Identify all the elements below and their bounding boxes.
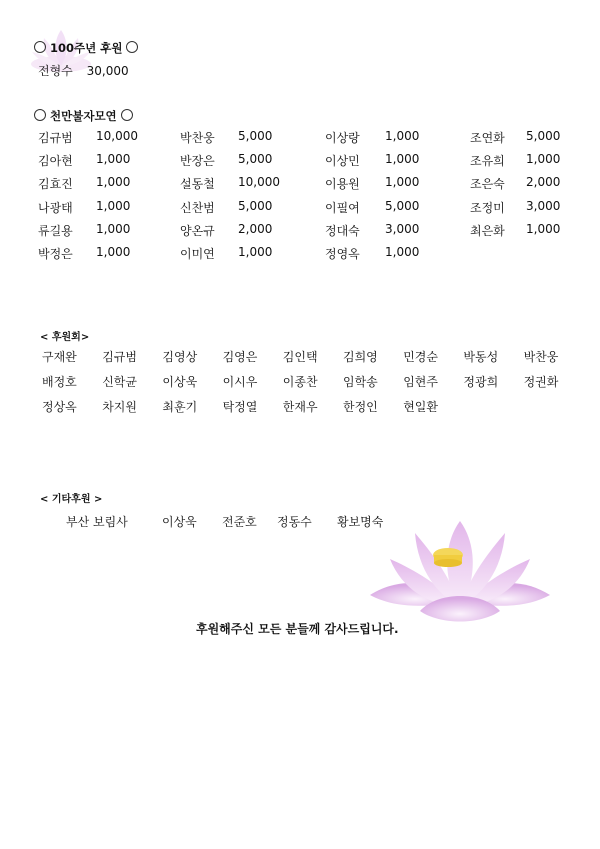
member-name: 한재우 bbox=[282, 400, 318, 414]
donor-amount: 1,000 bbox=[96, 198, 131, 213]
member-name: 탁정열 bbox=[222, 400, 258, 414]
donor-name: 김효진 bbox=[38, 177, 73, 192]
donor-entry bbox=[38, 62, 129, 79]
donor-amount: 3,000 bbox=[385, 221, 420, 236]
donor-name: 류길용 bbox=[38, 223, 73, 238]
member-name: 박동성 bbox=[463, 350, 499, 364]
other-donor-name: 전준호 bbox=[222, 515, 257, 529]
donor-name: 조유희 bbox=[470, 154, 505, 169]
donor-amount: 1,000 bbox=[385, 129, 420, 143]
section-support-society-heading: < 후원회> bbox=[40, 332, 90, 343]
donor-amount: 1,000 bbox=[526, 152, 561, 167]
member-name: 임현주 bbox=[403, 375, 438, 389]
donor-name: 김아현 bbox=[38, 154, 73, 169]
donor-name: 이미연 bbox=[180, 247, 215, 261]
donor-amount: 1,000 bbox=[385, 152, 420, 167]
donor-name: 이상랑 bbox=[325, 131, 360, 145]
donor-amount: 1,000 bbox=[385, 245, 420, 259]
donor-name: 박찬웅 bbox=[180, 131, 215, 145]
member-name: 민경순 bbox=[403, 350, 438, 364]
donor-name: 설동철 bbox=[180, 177, 215, 192]
section-title: 천만불자모연 bbox=[50, 109, 117, 123]
section-100th-anniversary-heading bbox=[34, 40, 138, 56]
circle-bullet-icon bbox=[34, 109, 46, 121]
member-name: 배정호 bbox=[42, 375, 77, 389]
other-donor-name: 황보명숙 bbox=[337, 515, 384, 529]
member-name: 김영상 bbox=[162, 350, 198, 364]
lotus-flower-large-icon bbox=[360, 515, 560, 630]
donor-name: 정대숙 bbox=[325, 223, 360, 238]
donor-amount: 1,000 bbox=[526, 221, 561, 236]
member-name: 이상욱 bbox=[162, 375, 198, 389]
donor-amount: 5,000 bbox=[238, 198, 273, 213]
member-name: 임학송 bbox=[343, 375, 378, 389]
member-name: 김영은 bbox=[222, 350, 258, 364]
section-million-buddhists-heading bbox=[34, 108, 133, 124]
donor-name: 최은화 bbox=[470, 223, 505, 238]
member-name: 현일환 bbox=[403, 400, 438, 414]
donor-name: 나광태 bbox=[38, 200, 73, 215]
donor-name: 이용원 bbox=[325, 177, 360, 192]
section-title: 100주년 후원 bbox=[50, 41, 123, 55]
donor-name: 조은숙 bbox=[470, 177, 505, 192]
circle-bullet-icon bbox=[34, 41, 46, 53]
donor-amount: 2,000 bbox=[238, 221, 273, 236]
donor-amount: 5,000 bbox=[238, 129, 273, 143]
circle-bullet-icon bbox=[121, 109, 133, 121]
member-name: 한정인 bbox=[343, 400, 378, 414]
thank-you-message: 후원해주신 모든 분들께 감사드립니다. bbox=[196, 622, 399, 636]
donor-amount: 10,000 bbox=[238, 175, 280, 190]
member-name: 김희영 bbox=[343, 350, 378, 364]
donor-name: 전형수 bbox=[38, 64, 73, 78]
circle-bullet-icon bbox=[126, 41, 138, 53]
donor-amount: 5,000 bbox=[526, 129, 561, 143]
donor-name: 양온규 bbox=[180, 223, 215, 238]
donor-amount: 1,000 bbox=[96, 152, 131, 167]
other-donor-name: 정동수 bbox=[277, 515, 312, 529]
donor-amount: 1,000 bbox=[96, 175, 131, 190]
member-name: 이시우 bbox=[222, 375, 258, 389]
member-name: 차지원 bbox=[102, 400, 137, 414]
donor-amount: 3,000 bbox=[526, 198, 561, 213]
donor-amount: 2,000 bbox=[526, 175, 561, 190]
member-name: 정광희 bbox=[463, 375, 499, 389]
section-other-support-heading: < 기타후원 > bbox=[40, 494, 103, 505]
donor-amount: 5,000 bbox=[238, 152, 273, 167]
donor-amount: 1,000 bbox=[238, 245, 273, 259]
donor-amount: 1,000 bbox=[96, 221, 131, 236]
member-name: 이종찬 bbox=[282, 375, 318, 389]
donor-name: 반장은 bbox=[180, 154, 215, 169]
donor-name: 이상민 bbox=[325, 154, 360, 169]
donor-name: 이필여 bbox=[325, 200, 360, 215]
donor-name: 김규범 bbox=[38, 131, 73, 145]
member-name: 신학균 bbox=[102, 375, 137, 389]
other-donor-name: 부산 보림사 bbox=[66, 515, 128, 529]
member-name: 김규범 bbox=[102, 350, 137, 364]
donor-amount: 30,000 bbox=[86, 64, 129, 78]
donor-name: 조정미 bbox=[470, 200, 505, 215]
other-donor-name: 이상욱 bbox=[162, 515, 197, 529]
donor-name: 정영옥 bbox=[325, 247, 360, 261]
donor-name: 박정은 bbox=[38, 247, 73, 261]
member-name: 구재완 bbox=[42, 350, 77, 364]
donor-amount: 1,000 bbox=[385, 175, 420, 190]
donor-name: 신찬범 bbox=[180, 200, 215, 215]
member-name: 최훈기 bbox=[162, 400, 198, 414]
donor-amount: 10,000 bbox=[96, 129, 138, 143]
member-name: 정권화 bbox=[523, 375, 559, 389]
member-name: 김인택 bbox=[282, 350, 318, 364]
donor-amount: 5,000 bbox=[385, 198, 420, 213]
donor-name: 조연화 bbox=[470, 131, 505, 145]
member-name: 정상옥 bbox=[42, 400, 77, 414]
member-name: 박찬웅 bbox=[523, 350, 559, 364]
donor-amount: 1,000 bbox=[96, 245, 131, 259]
